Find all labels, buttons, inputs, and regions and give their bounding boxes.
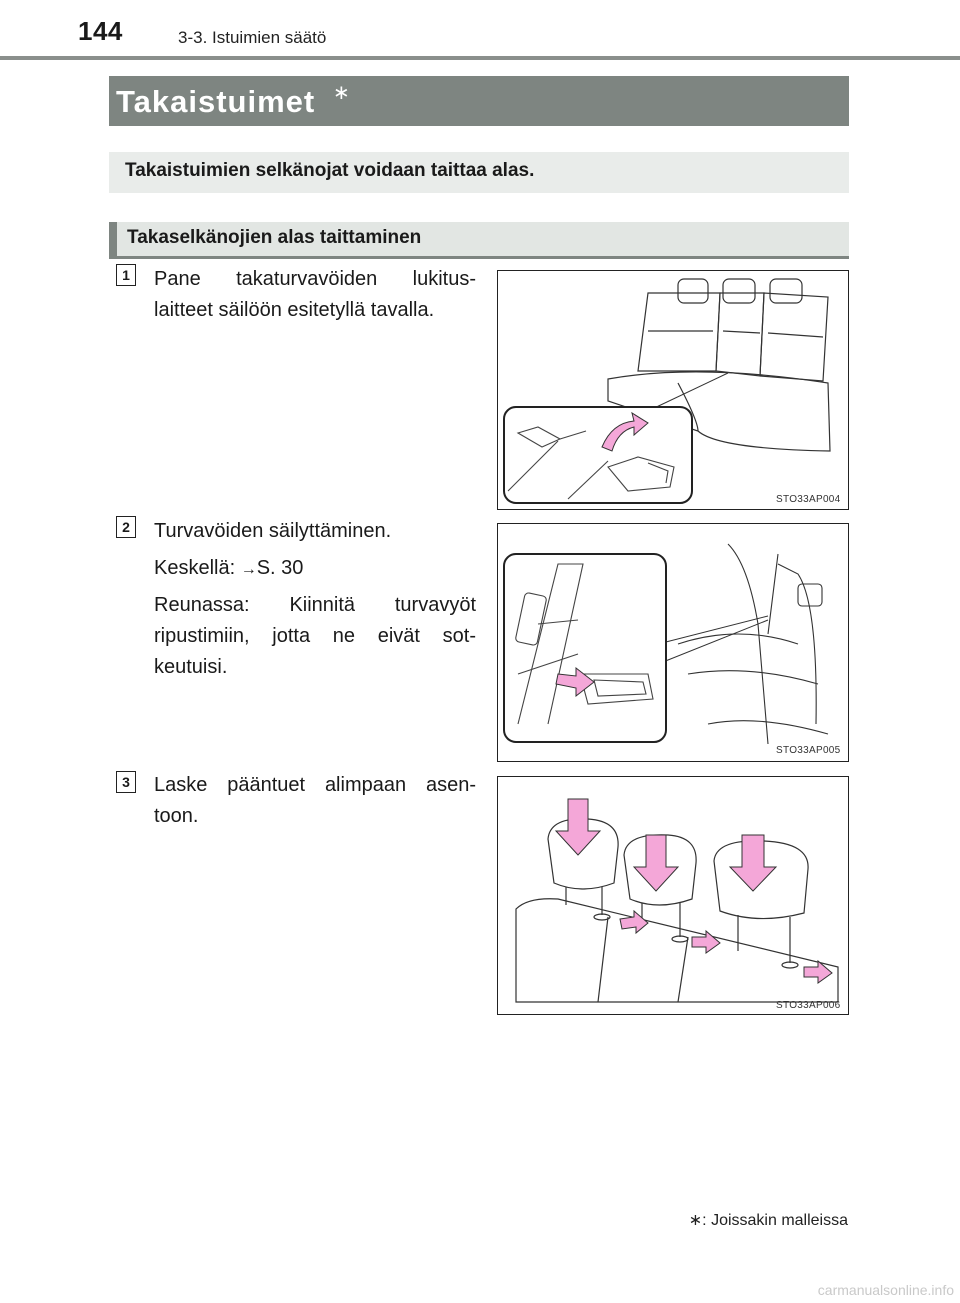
figure-seat-lock	[497, 270, 849, 510]
subheading-text: Takaselkänojien alas taittaminen	[127, 227, 422, 248]
step-2-reference	[154, 553, 303, 585]
step-3-line-2: toon.	[154, 805, 199, 827]
step-2-side-line-1: Reunassa: Kiinnitä turvavyöt	[154, 594, 476, 616]
figure-code-2: STO33AP005	[776, 745, 841, 756]
step-2-side-line-2: ripustimiin, jotta ne eivät sot-	[154, 625, 476, 647]
step-badge-1: 1	[116, 264, 136, 286]
step-badge-3: 3	[116, 771, 136, 793]
footnote: ∗: Joissakin malleissa	[688, 1212, 848, 1229]
asterisk-icon: ∗	[333, 82, 350, 104]
header-divider	[0, 56, 960, 60]
section-title: Takaistuimet	[116, 84, 316, 119]
step-2-line-1: Turvavöiden säilyttäminen.	[154, 520, 392, 542]
step-2-side-line-3: keutuisi.	[154, 656, 228, 678]
step-3-line-1: Laske pääntuet alimpaan asen-	[154, 774, 476, 796]
figure-code-1: STO33AP004	[776, 494, 841, 505]
page-reference-link[interactable]: S. 30	[256, 557, 304, 579]
arrow-right-icon: →	[240, 561, 257, 578]
step-badge-2: 2	[116, 516, 136, 538]
intro-text: Takaistuimien selkänojat voidaan taittaa alas.	[125, 160, 535, 181]
figure-headrests	[497, 776, 849, 1015]
figure-code-3: STO33AP006	[776, 1000, 841, 1011]
seatbelt-hanger-illustration	[498, 524, 848, 761]
chapter-title: 3-3. Istuimien säätö	[178, 28, 327, 47]
figure-belt-storage	[497, 523, 849, 762]
rear-seat-illustration	[498, 271, 848, 509]
subheading-marker	[109, 222, 117, 256]
headrest-lowering-illustration	[498, 777, 848, 1014]
watermark: carmanualsonline.info	[817, 1282, 954, 1298]
page-number: 144	[78, 16, 123, 46]
reference-label: Keskellä:	[154, 557, 236, 579]
step-1-line-1: Pane takaturvavöiden lukitus-	[154, 268, 476, 290]
step-1-line-2: laitteet säilöön esitetyllä tavalla.	[154, 299, 435, 321]
subheading-rule	[109, 256, 849, 259]
